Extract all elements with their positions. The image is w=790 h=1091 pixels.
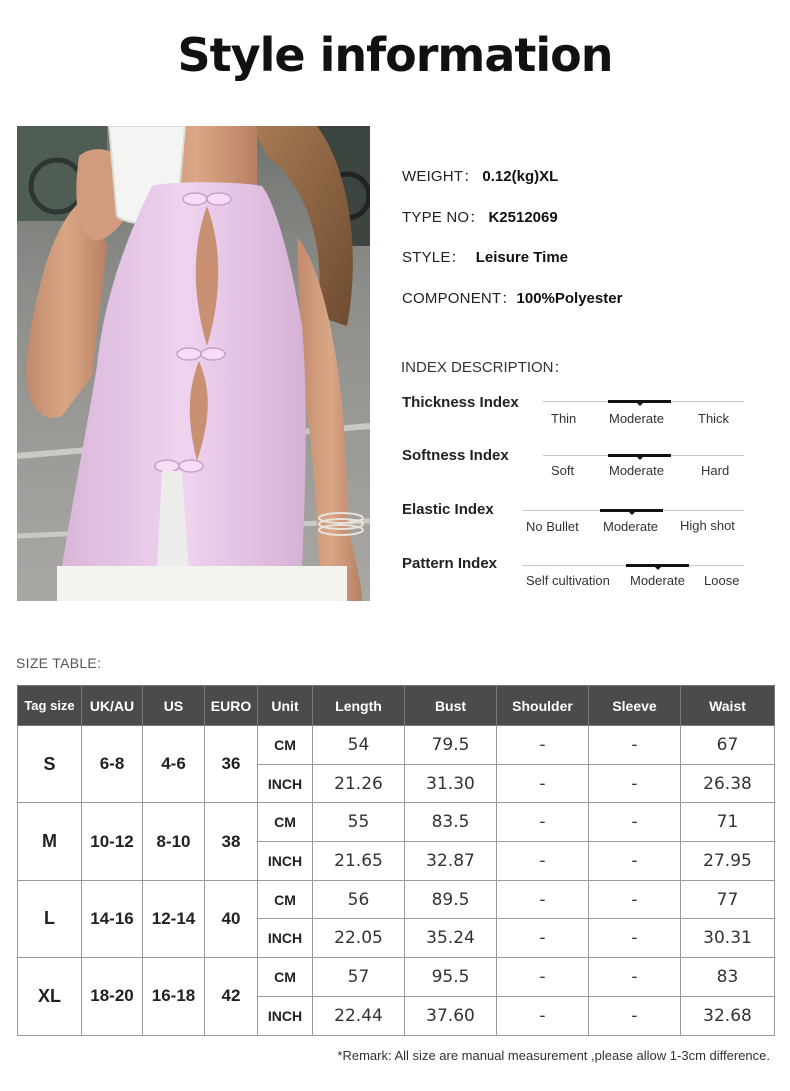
cell-waist: 67 — [681, 726, 775, 765]
cell-unit: INCH — [258, 764, 313, 803]
cell-waist: 83 — [681, 958, 775, 997]
index-option-hard: Hard — [701, 463, 730, 478]
cell-uk-au: 10-12 — [82, 803, 143, 880]
spec-style-value: Leisure Time — [475, 249, 568, 266]
cell-uk-au: 18-20 — [82, 958, 143, 1035]
cell-waist: 71 — [681, 803, 775, 842]
header-unit: Unit — [258, 686, 313, 726]
cell-unit: INCH — [258, 842, 313, 881]
spec-component — [402, 287, 622, 308]
cell-bust: 32.87 — [405, 842, 497, 881]
cell-uk-au: 14-16 — [82, 880, 143, 957]
spec-type-no — [402, 206, 558, 227]
cell-shoulder: - — [497, 803, 589, 842]
spec-weight-value: 0.12(kg)XL — [482, 168, 559, 185]
cell-tag-size: S — [18, 726, 82, 803]
header-us: US — [143, 686, 205, 726]
index-option-thin: Thin — [551, 411, 577, 426]
cell-waist: 26.38 — [681, 764, 775, 803]
cell-unit: CM — [258, 803, 313, 842]
cell-tag-size: L — [18, 880, 82, 957]
index-option-moderate: Moderate — [603, 519, 658, 534]
index-option-thick: Thick — [698, 411, 730, 426]
cell-euro: 36 — [205, 726, 258, 803]
index-option-moderate: Moderate — [609, 411, 664, 426]
table-row — [18, 803, 775, 842]
index-option-soft: Soft — [551, 463, 575, 478]
cell-length: 21.65 — [313, 842, 405, 881]
size-table-header — [18, 686, 775, 726]
spec-component-label: COMPONENT： — [402, 290, 517, 307]
cell-sleeve: - — [589, 996, 681, 1035]
cell-bust: 83.5 — [405, 803, 497, 842]
index-label-pattern: Pattern Index — [402, 555, 498, 572]
cell-unit: CM — [258, 880, 313, 919]
spec-component-value: 100%Polyester — [516, 290, 623, 307]
cell-waist: 30.31 — [681, 919, 775, 958]
cell-unit: INCH — [258, 996, 313, 1035]
header-bust: Bust — [405, 686, 497, 726]
cell-us: 8-10 — [143, 803, 205, 880]
cell-shoulder: - — [497, 880, 589, 919]
index-marker-pattern — [626, 564, 689, 567]
cell-waist: 77 — [681, 880, 775, 919]
remark-note: *Remark: All size are manual measurement ,please allow 1-3cm difference. — [337, 1048, 770, 1063]
cell-sleeve: - — [589, 803, 681, 842]
cell-shoulder: - — [497, 764, 589, 803]
index-option-self-cultivation: Self cultivation — [526, 573, 610, 588]
cell-shoulder: - — [497, 996, 589, 1035]
index-description-title: INDEX DESCRIPTION： — [401, 359, 569, 376]
cell-length: 22.44 — [313, 996, 405, 1035]
table-row — [18, 726, 775, 765]
cell-euro: 42 — [205, 958, 258, 1035]
cell-sleeve: - — [589, 958, 681, 997]
cell-sleeve: - — [589, 919, 681, 958]
cell-us: 16-18 — [143, 958, 205, 1035]
cell-unit: CM — [258, 726, 313, 765]
index-marker-thickness — [608, 400, 671, 403]
cell-length: 55 — [313, 803, 405, 842]
cell-waist: 27.95 — [681, 842, 775, 881]
size-table-title: SIZE TABLE: — [16, 655, 102, 671]
product-photo — [17, 126, 370, 601]
size-table — [17, 685, 775, 1036]
table-row — [18, 958, 775, 997]
cell-euro: 38 — [205, 803, 258, 880]
cell-unit: INCH — [258, 919, 313, 958]
spec-type-no-value: K2512069 — [488, 209, 558, 226]
spec-weight-label: WEIGHT： — [402, 168, 479, 185]
cell-bust: 37.60 — [405, 996, 497, 1035]
spec-type-no-label: TYPE NO： — [402, 209, 485, 226]
index-marker-elastic — [600, 509, 663, 512]
page-title: Style information — [177, 28, 613, 82]
cell-sleeve: - — [589, 764, 681, 803]
cell-us: 4-6 — [143, 726, 205, 803]
cell-tag-size: M — [18, 803, 82, 880]
cell-bust: 79.5 — [405, 726, 497, 765]
cell-unit: CM — [258, 958, 313, 997]
index-label-softness: Softness Index — [402, 447, 509, 464]
header-uk-au: UK/AU — [82, 686, 143, 726]
spec-style-label: STYLE： — [402, 249, 466, 266]
cell-bust: 35.24 — [405, 919, 497, 958]
cell-us: 12-14 — [143, 880, 205, 957]
table-row — [18, 880, 775, 919]
cell-tag-size: XL — [18, 958, 82, 1035]
header-sleeve: Sleeve — [589, 686, 681, 726]
header-waist: Waist — [681, 686, 775, 726]
cell-sleeve: - — [589, 842, 681, 881]
cell-shoulder: - — [497, 919, 589, 958]
cell-shoulder: - — [497, 842, 589, 881]
cell-shoulder: - — [497, 958, 589, 997]
index-marker-softness — [608, 454, 671, 457]
index-label-elastic: Elastic Index — [402, 501, 494, 518]
cell-sleeve: - — [589, 726, 681, 765]
index-option-high-shot: High shot — [680, 518, 735, 533]
cell-waist: 32.68 — [681, 996, 775, 1035]
cell-sleeve: - — [589, 880, 681, 919]
cell-length: 54 — [313, 726, 405, 765]
cell-bust: 89.5 — [405, 880, 497, 919]
index-option-loose: Loose — [704, 573, 740, 588]
index-option-moderate: Moderate — [609, 463, 664, 478]
cell-bust: 95.5 — [405, 958, 497, 997]
cell-length: 21.26 — [313, 764, 405, 803]
cell-euro: 40 — [205, 880, 258, 957]
index-option-no-bullet: No Bullet — [526, 519, 579, 534]
index-label-thickness: Thickness Index — [402, 394, 519, 411]
cell-length: 22.05 — [313, 919, 405, 958]
cell-length: 56 — [313, 880, 405, 919]
cell-bust: 31.30 — [405, 764, 497, 803]
header-length: Length — [313, 686, 405, 726]
header-shoulder: Shoulder — [497, 686, 589, 726]
cell-uk-au: 6-8 — [82, 726, 143, 803]
cell-shoulder: - — [497, 726, 589, 765]
spec-weight — [402, 165, 558, 186]
header-tag-size: Tag size — [18, 686, 82, 726]
spec-style — [402, 246, 568, 267]
header-euro: EURO — [205, 686, 258, 726]
index-option-moderate: Moderate — [630, 573, 685, 588]
cell-length: 57 — [313, 958, 405, 997]
